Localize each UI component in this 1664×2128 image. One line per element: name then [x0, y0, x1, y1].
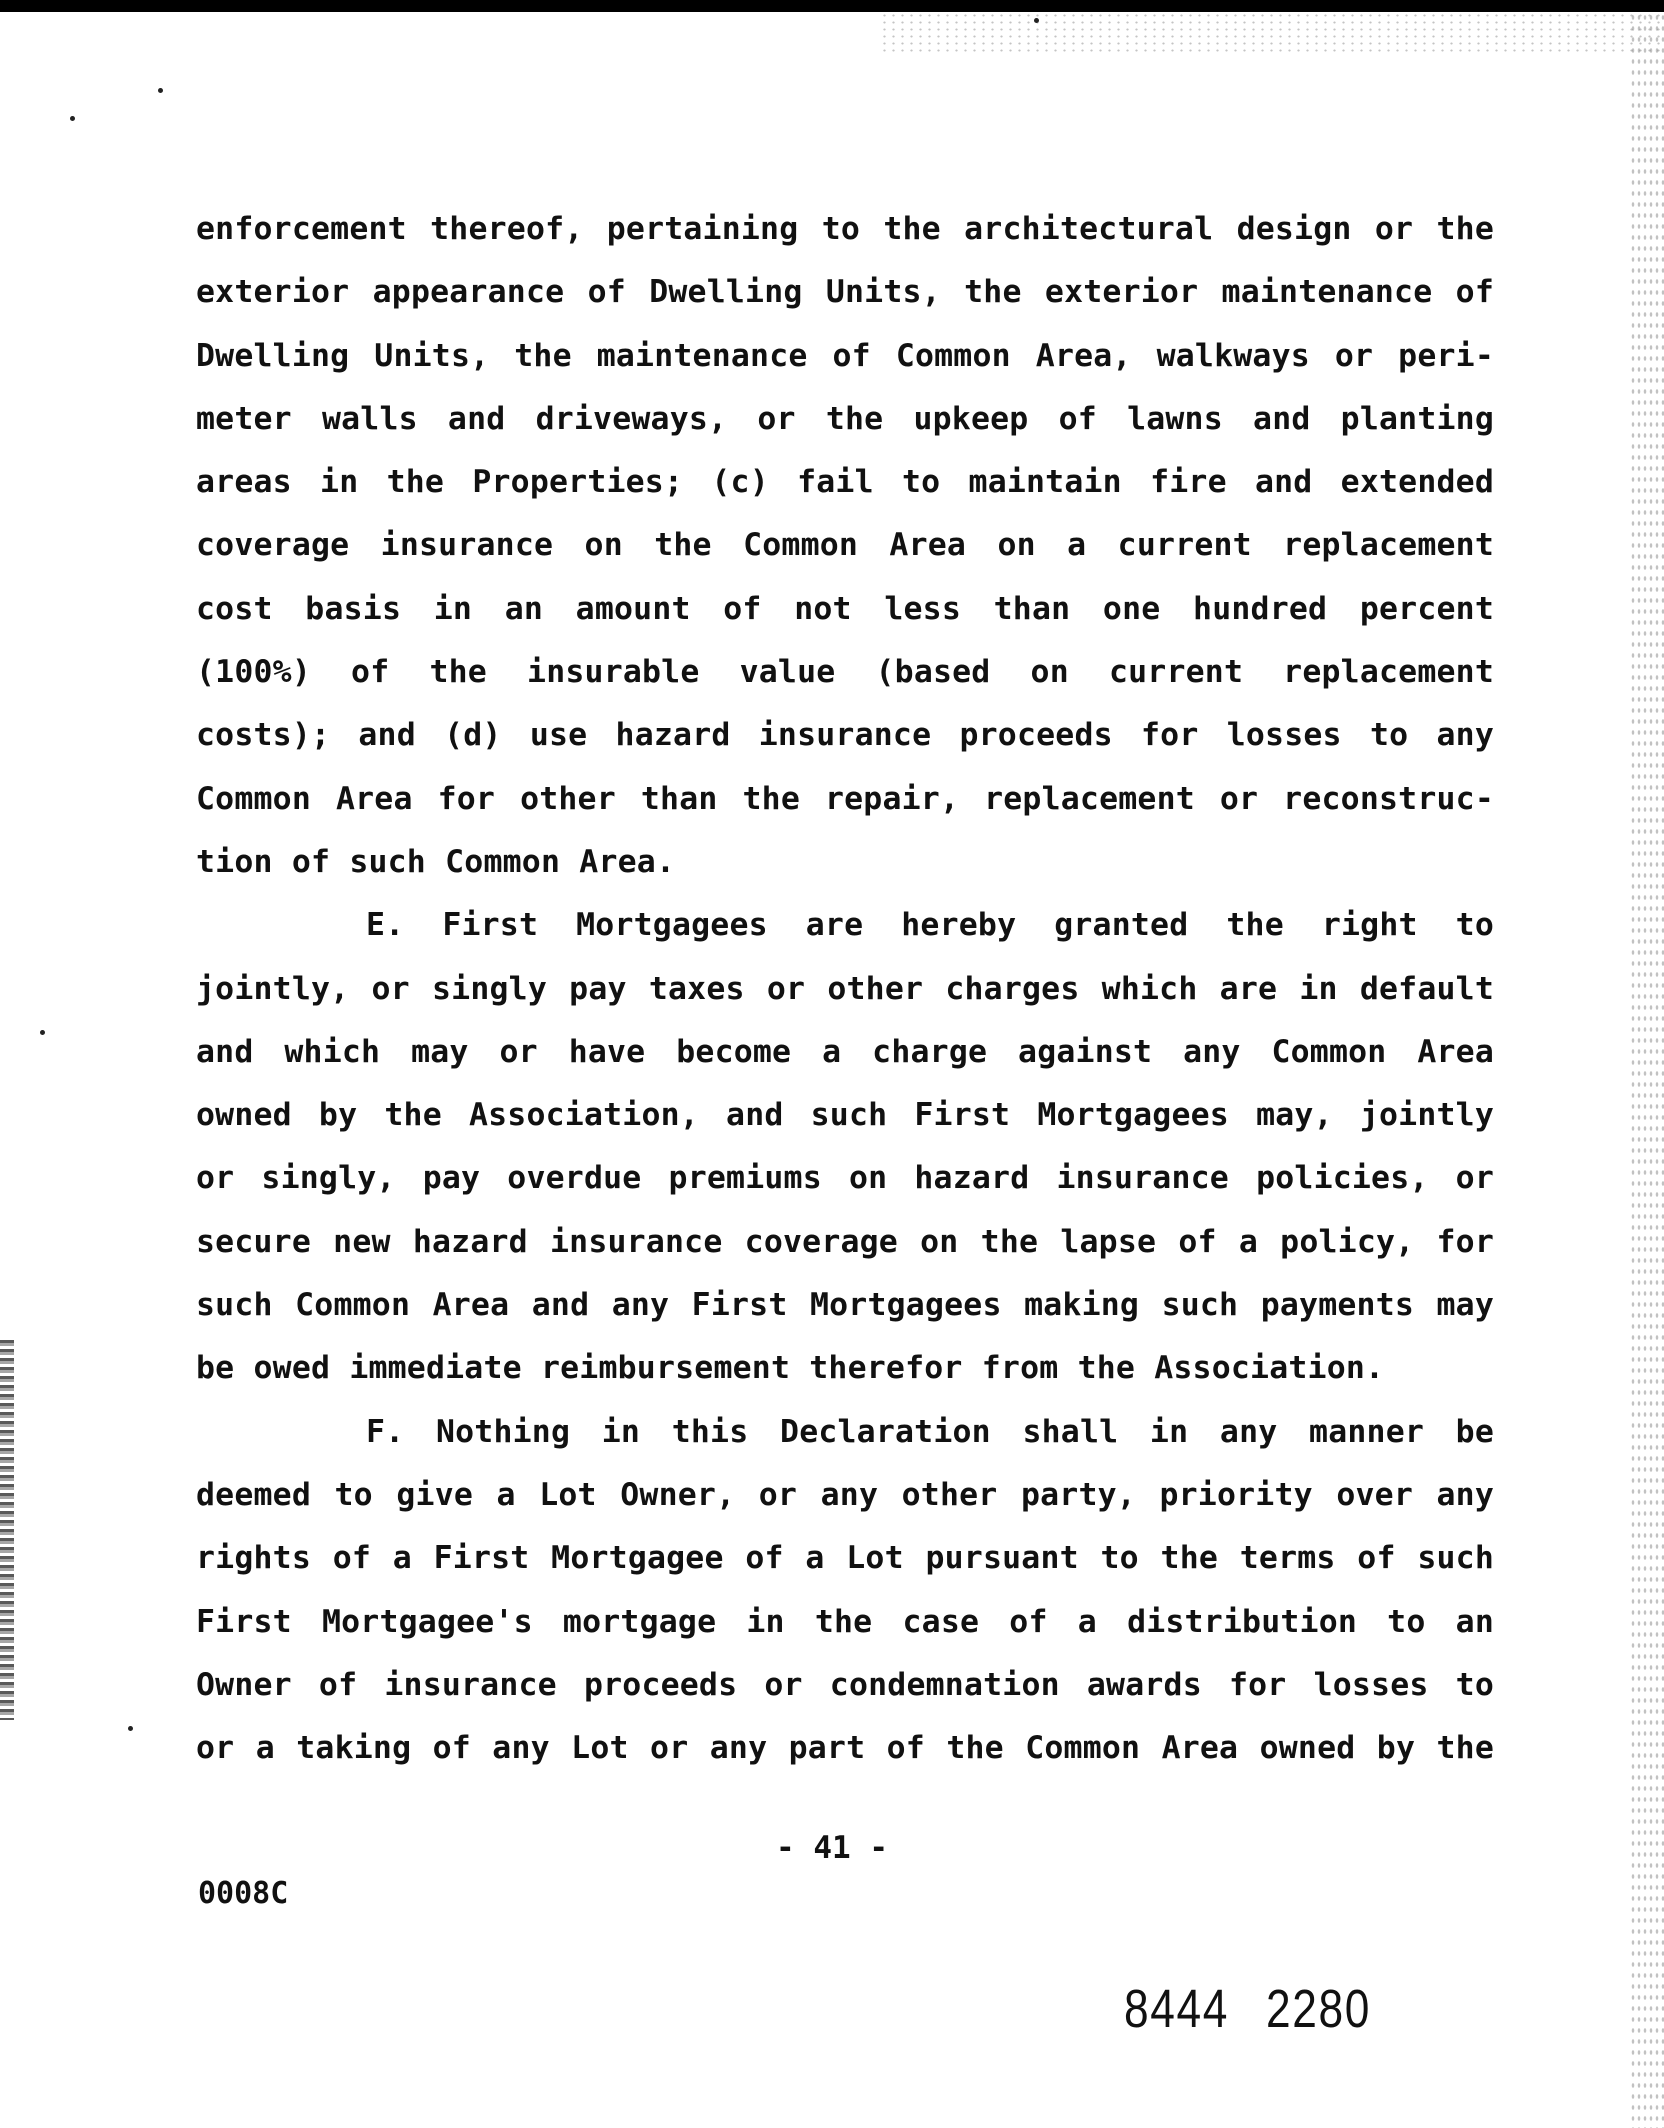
text-line: deemed to give a Lot Owner, or any other party, priority over any — [196, 1476, 1494, 1513]
text-line: secure new hazard insurance coverage on the lapse of a policy, for — [196, 1223, 1494, 1260]
text-line: owned by the Association, and such First Mortgagees may, jointly — [196, 1097, 1494, 1134]
text-line: Dwelling Units, the maintenance of Common Area, walkways or peri- — [196, 337, 1494, 374]
scan-speck — [158, 88, 163, 93]
text-line: tion of such Common Area. — [196, 843, 676, 880]
scan-edge-left — [0, 1340, 14, 1720]
scan-speck — [1034, 18, 1039, 23]
text-line: or singly, pay overdue premiums on hazard insurance policies, or — [196, 1160, 1494, 1197]
text-line: costs); and (d) use hazard insurance proceeds for losses to any — [196, 717, 1494, 754]
scan-speck — [40, 1030, 45, 1035]
text-line: meter walls and driveways, or the upkeep of lawns and planting — [196, 400, 1494, 437]
stamp-number: 8444 2280 — [1124, 1979, 1372, 2039]
text-line: cost basis in an amount of not less than one hundred percent — [196, 590, 1494, 627]
text-line: jointly, or singly pay taxes or other charges which are in default — [196, 970, 1494, 1007]
text-line: enforcement thereof, pertaining to the architectural design or the — [196, 211, 1494, 247]
page-number: - 41 - — [776, 1830, 888, 1866]
text-line: rights of a First Mortgagee of a Lot pursuant to the terms of such — [196, 1540, 1494, 1577]
text-line: (100%) of the insurable value (based on current replacement — [196, 654, 1494, 691]
scan-noise-top — [880, 12, 1660, 52]
text-line: Common Area for other than the repair, replacement or reconstruc- — [196, 780, 1494, 817]
text-line: be owed immediate reimbursement therefor from the Association. — [196, 1350, 1385, 1387]
text-line: exterior appearance of Dwelling Units, the exterior maintenance of — [196, 274, 1494, 311]
text-line: Owner of insurance proceeds or condemnation awards for losses to — [196, 1666, 1494, 1703]
body-text — [196, 198, 1494, 1780]
text-line: areas in the Properties; (c) fail to maintain fire and extended — [196, 464, 1494, 501]
scan-speck — [128, 1726, 133, 1731]
text-line: coverage insurance on the Common Area on a current replacement — [196, 527, 1494, 564]
scan-edge-right — [1630, 12, 1664, 2128]
text-line: First Mortgagee's mortgage in the case of a distribution to an — [196, 1603, 1494, 1640]
text-line: and which may or have become a charge against any Common Area — [196, 1033, 1494, 1070]
text-line: E. First Mortgagees are hereby granted the right to — [366, 907, 1494, 944]
document-code: 0008C — [198, 1876, 289, 1911]
scan-speck — [70, 116, 75, 121]
scan-top-border — [0, 0, 1664, 12]
text-line: F. Nothing in this Declaration shall in any manner be — [366, 1413, 1494, 1450]
text-line: such Common Area and any First Mortgagees making such payments may — [196, 1287, 1494, 1324]
text-line: or a taking of any Lot or any part of the Common Area owned by the — [196, 1730, 1494, 1767]
